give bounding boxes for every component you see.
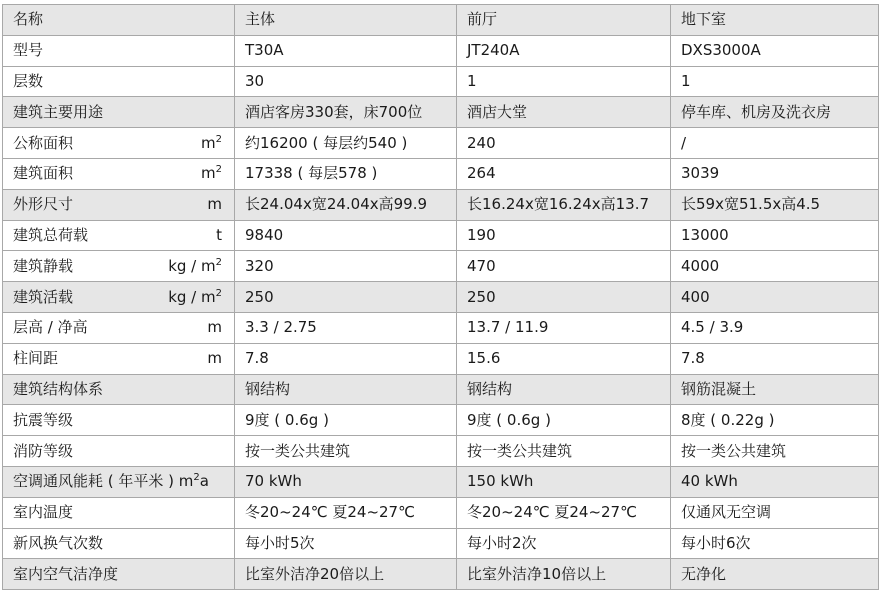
row-label-main: 建筑总荷载: [13, 225, 89, 244]
row-label: [13, 533, 224, 552]
row-unit-text: m: [201, 133, 216, 152]
table-row: [3, 189, 879, 220]
row-label-cell: [3, 405, 235, 436]
cell-basement: 每小时6次: [671, 528, 879, 559]
header-cell-basement: 地下室: [671, 5, 879, 36]
row-label-text: [13, 441, 74, 460]
row-label-cell: [3, 282, 235, 313]
header-cell-name: 名称: [3, 5, 235, 36]
table-row: [3, 97, 879, 128]
cell-basement: /: [671, 128, 879, 159]
cell-basement: 40 kWh: [671, 466, 879, 497]
row-unit-superscript: 2: [215, 256, 222, 268]
row-label-text: [13, 287, 74, 306]
row-label-main: 外形尺寸: [13, 195, 74, 214]
row-unit-text: m: [207, 318, 222, 337]
row-label-text: [13, 256, 74, 275]
cell-lobby: 9度 ( 0.6g ): [457, 405, 671, 436]
cell-lobby: JT240A: [457, 35, 671, 66]
row-label: [13, 320, 224, 335]
row-label: [13, 71, 224, 90]
row-unit-superscript: 2: [215, 133, 222, 145]
table-row: [3, 66, 879, 97]
cell-basement: DXS3000A: [671, 35, 879, 66]
cell-basement: 按一类公共建筑: [671, 436, 879, 467]
row-label-main: 柱间距: [13, 349, 59, 368]
table-row: [3, 343, 879, 374]
row-label-cell: [3, 374, 235, 405]
row-label-cell: [3, 128, 235, 159]
cell-basement: 1: [671, 66, 879, 97]
cell-basement: 长59x宽51.5x高4.5: [671, 189, 879, 220]
cell-basement: 400: [671, 282, 879, 313]
row-label-cell: [3, 251, 235, 282]
row-label: [13, 197, 224, 212]
cell-lobby: 470: [457, 251, 671, 282]
building-spec-table: [2, 4, 879, 590]
row-unit-text: m: [201, 164, 216, 183]
cell-lobby: 比室外洁净10倍以上: [457, 559, 671, 590]
row-label-cell: [3, 528, 235, 559]
row-label-text: [13, 43, 43, 58]
row-label-text: [13, 225, 89, 244]
cell-lobby: 按一类公共建筑: [457, 436, 671, 467]
row-label: [13, 256, 224, 275]
row-label-cell: [3, 158, 235, 189]
table-body: [3, 5, 879, 590]
row-label-main: 抗震等级: [13, 410, 74, 429]
row-label-cell: [3, 97, 235, 128]
row-label-text: [13, 197, 73, 212]
row-label-main: 型号: [13, 41, 44, 60]
row-label: [13, 441, 224, 460]
cell-main: 按一类公共建筑: [235, 436, 457, 467]
row-label-text: [13, 351, 58, 366]
row-unit: [201, 133, 224, 152]
row-label-main: 公称面积: [13, 133, 74, 152]
row-label-cell: [3, 312, 235, 343]
table-row: [3, 559, 879, 590]
row-label-cell: [3, 497, 235, 528]
row-unit: [216, 225, 224, 244]
cell-main: 250: [235, 282, 457, 313]
table-row: [3, 436, 879, 467]
table-row: [3, 405, 879, 436]
row-label: [13, 287, 224, 306]
row-unit: [207, 351, 224, 366]
cell-basement: 4.5 / 3.9: [671, 312, 879, 343]
row-label-cell: [3, 466, 235, 497]
header-cell-lobby: 前厅: [457, 5, 671, 36]
row-unit-superscript: 2: [193, 472, 200, 484]
cell-main: 冬20~24℃ 夏24~27℃: [235, 497, 457, 528]
row-label-text: [13, 505, 73, 520]
row-label-text: [13, 71, 44, 90]
cell-main: 酒店客房330套，床700位: [235, 97, 457, 128]
row-label-text: [13, 564, 119, 583]
row-label-main: 层数: [13, 71, 44, 90]
row-label-text: [13, 410, 74, 429]
row-label-main: 建筑主要用途: [13, 102, 104, 121]
cell-main: 3.3 / 2.75: [235, 312, 457, 343]
cell-basement: 3039: [671, 158, 879, 189]
row-label-main: 建筑静载: [13, 256, 74, 275]
cell-lobby: 每小时2次: [457, 528, 671, 559]
row-label: [13, 351, 224, 366]
table-row: [3, 497, 879, 528]
row-label-main: 室内温度: [13, 503, 74, 522]
row-unit-superscript: 2: [215, 287, 222, 299]
row-label-text: [13, 102, 104, 121]
row-label-main: 建筑结构体系: [13, 379, 104, 398]
cell-basement: 钢筋混凝土: [671, 374, 879, 405]
row-label: [13, 474, 224, 489]
table-row: [3, 282, 879, 313]
row-unit-superscript: 2: [215, 164, 222, 176]
cell-main: 比室外洁净20倍以上: [235, 559, 457, 590]
row-unit: [168, 287, 224, 306]
row-label-main: 层高 / 净高: [13, 318, 88, 337]
row-label-main: 室内空气洁净度: [13, 564, 119, 583]
cell-main: 钢结构: [235, 374, 457, 405]
row-unit: [207, 320, 224, 335]
row-unit-text: kg / m: [168, 256, 216, 275]
row-label: [13, 133, 224, 152]
row-unit-text: t: [216, 225, 222, 244]
table-row: [3, 220, 879, 251]
row-label: [13, 564, 224, 583]
row-label-cell: [3, 559, 235, 590]
cell-lobby: 250: [457, 282, 671, 313]
cell-lobby: 长16.24x宽16.24x高13.7: [457, 189, 671, 220]
table-row: [3, 158, 879, 189]
cell-main: 320: [235, 251, 457, 282]
cell-lobby: 13.7 / 11.9: [457, 312, 671, 343]
cell-main: 70 kWh: [235, 466, 457, 497]
cell-lobby: 240: [457, 128, 671, 159]
cell-lobby: 1: [457, 66, 671, 97]
row-label-text: [13, 320, 88, 335]
cell-main: 长24.04x宽24.04x高99.9: [235, 189, 457, 220]
row-label: [13, 505, 224, 520]
row-unit-text: m: [207, 195, 222, 214]
header-cell-main: 主体: [235, 5, 457, 36]
row-unit: [201, 166, 224, 181]
row-label-cell: [3, 189, 235, 220]
row-label-cell: [3, 66, 235, 97]
row-label: [13, 379, 224, 398]
row-unit: [207, 197, 224, 212]
row-label-cell: [3, 35, 235, 66]
row-label-main: 消防等级: [13, 441, 74, 460]
cell-basement: 无净化: [671, 559, 879, 590]
cell-main: 17338 ( 每层578 ): [235, 158, 457, 189]
table-row: [3, 35, 879, 66]
row-label: [13, 166, 224, 181]
cell-lobby: 15.6: [457, 343, 671, 374]
cell-main: 约16200 ( 每层约540 ): [235, 128, 457, 159]
row-label-text: [13, 166, 73, 181]
row-label-text: [13, 133, 74, 152]
cell-lobby: 酒店大堂: [457, 97, 671, 128]
table-row: [3, 466, 879, 497]
cell-lobby: 264: [457, 158, 671, 189]
cell-lobby: 150 kWh: [457, 466, 671, 497]
row-label-main: 建筑活载: [13, 287, 74, 306]
row-label-main: 新风换气次数: [13, 533, 104, 552]
cell-main: 30: [235, 66, 457, 97]
table-header-row: [3, 5, 879, 36]
table-row: [3, 374, 879, 405]
cell-main: 7.8: [235, 343, 457, 374]
cell-basement: 仅通风无空调: [671, 497, 879, 528]
row-unit: [168, 256, 224, 275]
table-row: [3, 128, 879, 159]
row-label: [13, 410, 224, 429]
table-row: [3, 251, 879, 282]
row-label-cell: [3, 220, 235, 251]
cell-lobby: 190: [457, 220, 671, 251]
cell-main: 9度 ( 0.6g ): [235, 405, 457, 436]
row-label-main: 建筑面积: [13, 164, 74, 183]
row-unit-text: m: [207, 349, 222, 368]
cell-basement: 13000: [671, 220, 879, 251]
row-label-main: 空调通风能耗 ( 年平米 ) m: [13, 472, 194, 491]
cell-main: 每小时5次: [235, 528, 457, 559]
cell-lobby: 冬20~24℃ 夏24~27℃: [457, 497, 671, 528]
row-label-text: [13, 379, 104, 398]
cell-basement: 7.8: [671, 343, 879, 374]
cell-basement: 8度 ( 0.22g ): [671, 405, 879, 436]
row-label: [13, 225, 224, 244]
table-row: [3, 528, 879, 559]
row-label: [13, 102, 224, 121]
cell-basement: 停车库、机房及洗衣房: [671, 97, 879, 128]
row-label-cell: [3, 436, 235, 467]
cell-basement: 4000: [671, 251, 879, 282]
table-row: [3, 312, 879, 343]
cell-lobby: 钢结构: [457, 374, 671, 405]
row-unit-text: kg / m: [168, 287, 216, 306]
row-unit-suffix: a: [199, 472, 209, 491]
cell-main: 9840: [235, 220, 457, 251]
row-label-cell: [3, 343, 235, 374]
row-label-text: [13, 474, 209, 489]
row-label-text: [13, 533, 104, 552]
cell-main: T30A: [235, 35, 457, 66]
row-label: [13, 43, 224, 58]
